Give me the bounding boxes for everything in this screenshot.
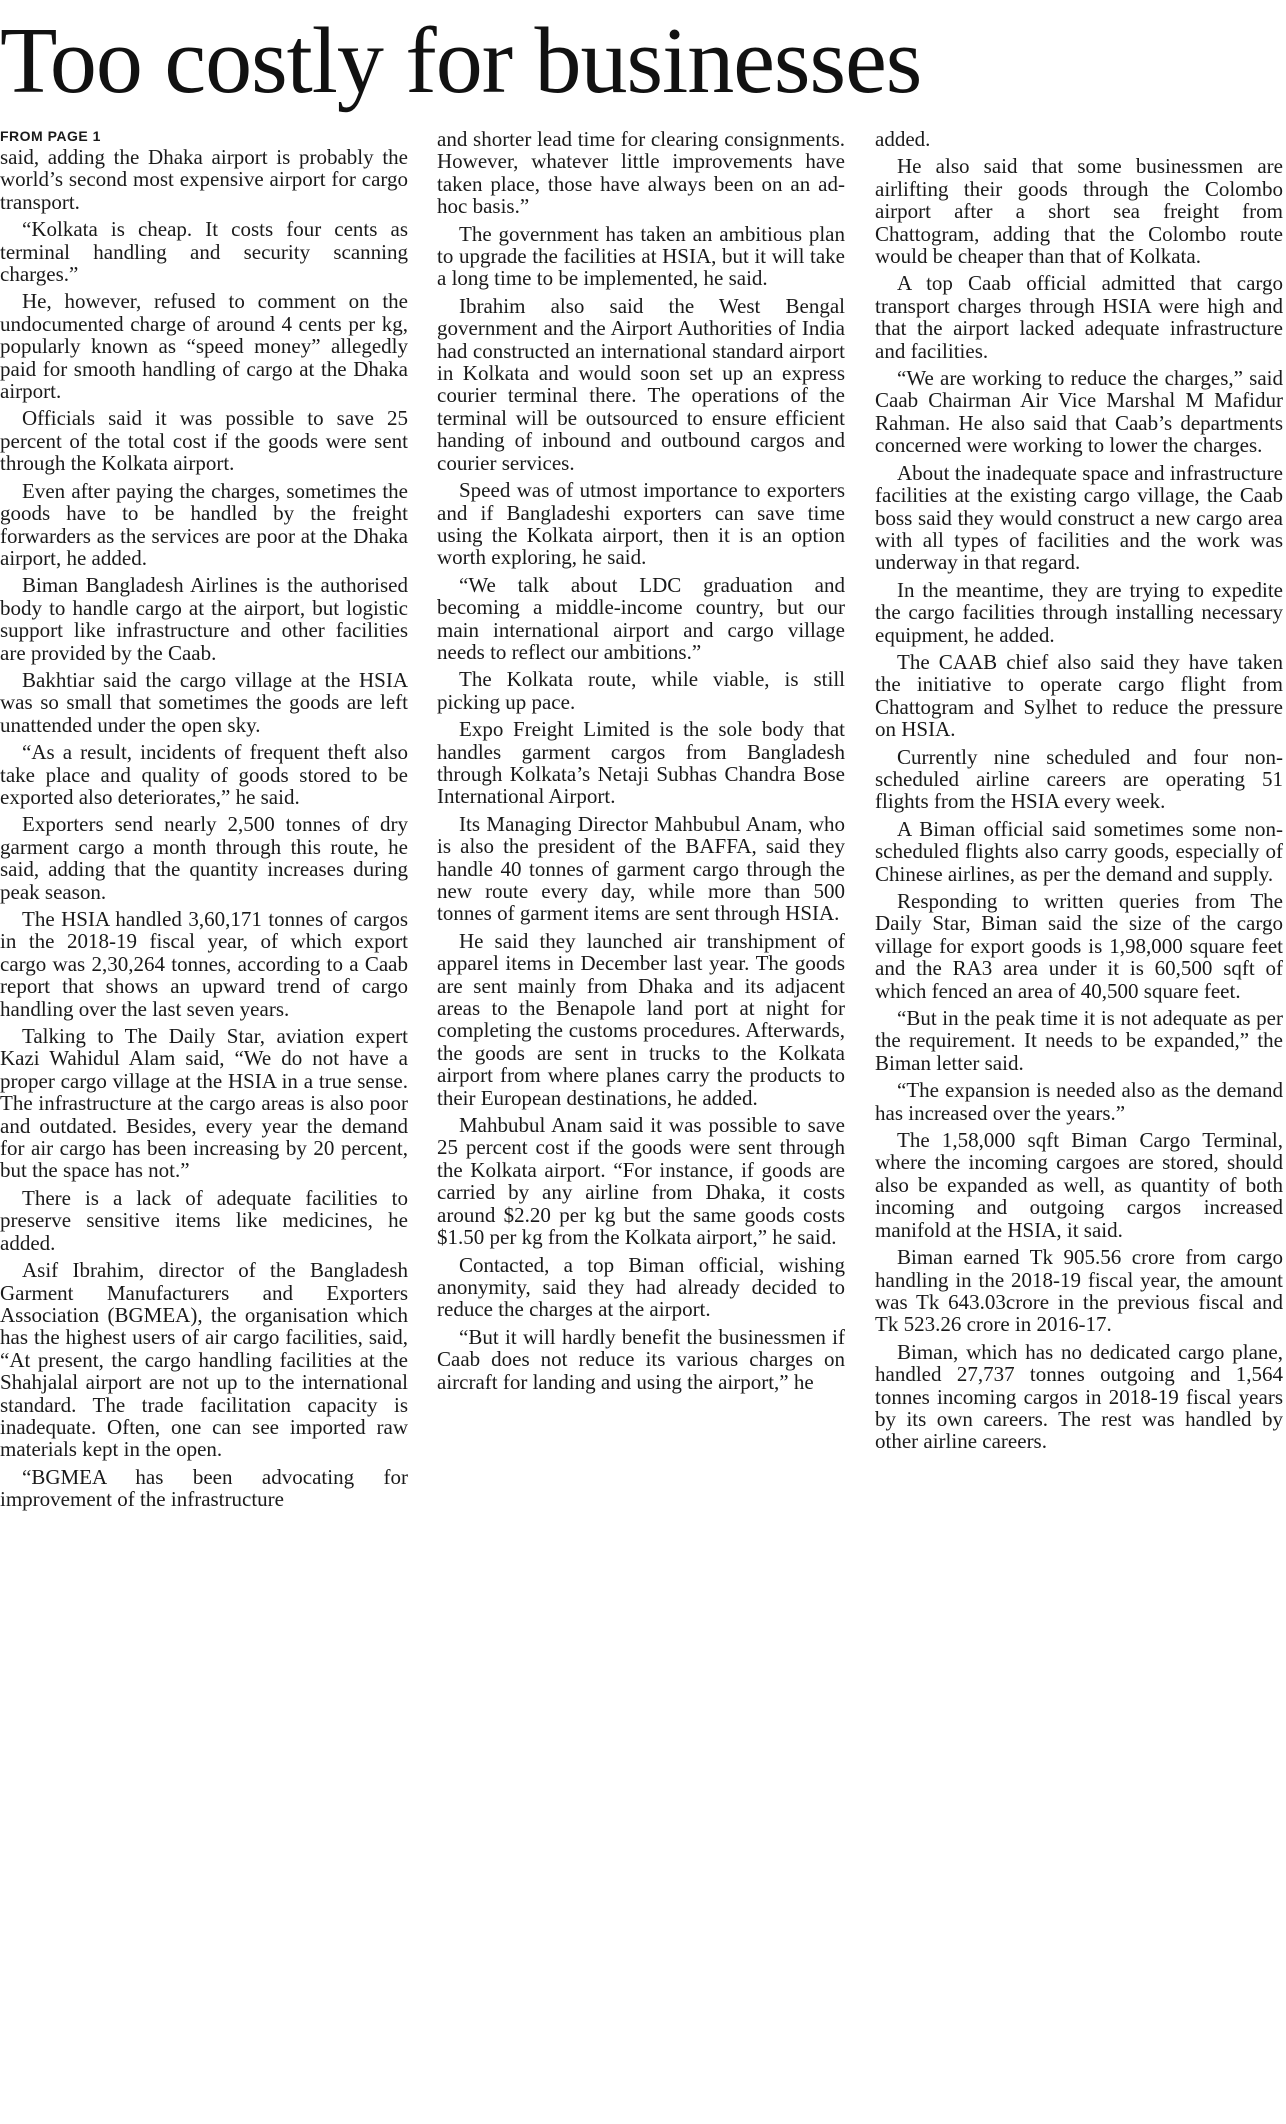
column-3 [875, 128, 1283, 2124]
paragraph: In the meantime, they are trying to expedite the cargo facilities through installing necessary equipment, he added. [875, 577, 1283, 647]
paragraph: Biman earned Tk 905.56 crore from cargo handling in the 2018-19 fiscal year, the amount was Tk 643.03crore in the previous fiscal and Tk 523.26 crore in 2016-17. [875, 1245, 1283, 1337]
paragraph: “But in the peak time it is not adequate as per the requirement. It needs to be expanded,” the Biman letter said. [875, 1006, 1283, 1075]
column-1 [0, 128, 408, 2124]
paragraph: Its Managing Director Mahbubul Anam, who is also the president of the BAFFA, said they handle 40 tonnes of garment cargo through the new route every day, while more than 500 tonnes of garment items are sent through HSIA. [437, 811, 845, 926]
paragraph: Asif Ibrahim, director of the Bangladesh Garment Manufacturers and Exporters Association (BGMEA), the organisation which has the highest users of air cargo facilities, said, “At present, the cargo handling facilities at the Shahjalal airport are not up to the international standard. The trade facilitation capacity is inadequate. Often, one can see imported raw materials kept in the open. [0, 1258, 408, 1462]
paragraph: The 1,58,000 sqft Biman Cargo Terminal, where the incoming cargoes are stored, should also be expanded as well, as quantity of both incoming and outgoing cargos increased manifold at the HSIA, it said. [875, 1128, 1283, 1242]
paragraph: Biman, which has no dedicated cargo plane, handled 27,737 tonnes outgoing and 1,564 tonnes incoming cargos in 2018-19 fiscal years by its own careers. The rest was handled by other airline careers. [875, 1339, 1283, 1454]
paragraph: Currently nine scheduled and four non-scheduled airline careers are operating 51 flights from the HSIA every week. [875, 744, 1283, 814]
paragraph: “Kolkata is cheap. It costs four cents as terminal handling and security scanning charges.” [0, 217, 408, 287]
paragraph: A top Caab official admitted that cargo transport charges through HSIA were high and that the airport lacked adequate infrastructure and facilities. [875, 271, 1283, 363]
paragraph: He said they launched air transhipment of apparel items in December last year. The goods are sent mainly from Dhaka and its adjacent areas to the Benapole land port at night for completing the customs procedures. Afterwards, the goods are sent in trucks to the Kolkata airport from where planes carry the products to their European destinations, he added. [437, 928, 845, 1110]
paragraph: “But it will hardly benefit the businessmen if Caab does not reduce its various charges on aircraft for landing and using the airport,” he [437, 1324, 845, 1394]
paragraph: A Biman official said sometimes some non-scheduled flights also carry goods, especially of Chinese airlines, as per the demand and supply. [875, 816, 1283, 886]
paragraph: Bakhtiar said the cargo village at the HSIA was so small that sometimes the goods are left unattended under the open sky. [0, 667, 408, 737]
paragraph: Expo Freight Limited is the sole body that handles garment cargos from Bangladesh through Kolkata’s Netaji Subhas Chandra Bose International Airport. [437, 717, 845, 809]
paragraph: About the inadequate space and infrastructure facilities at the existing cargo village, the Caab boss said they would construct a new cargo area with all types of facilities and the work was underway in that regard. [875, 460, 1283, 575]
paragraph: The Kolkata route, while viable, is still picking up pace. [437, 667, 845, 714]
article-body [0, 128, 1286, 2124]
headline: Too costly for businesses [0, 9, 922, 113]
paragraph: “As a result, incidents of frequent theft also take place and quality of goods stored to be exported also deteriorates,” he said. [0, 740, 408, 809]
paragraph: Officials said it was possible to save 25 percent of the total cost if the goods were sent through the Kolkata airport. [0, 406, 408, 476]
paragraph: The HSIA handled 3,60,171 tonnes of cargos in the 2018-19 fiscal year, of which export cargo was 2,30,264 tonnes, according to a Caab report that shows an upward trend of cargo handling over the last seven years. [0, 907, 408, 1021]
paragraph: said, adding the Dhaka airport is probably the world’s second most expensive airport for cargo transport. [0, 145, 408, 214]
paragraph: and shorter lead time for clearing consignments. However, whatever little improvements have taken place, those have always been on an ad-hoc basis.” [437, 128, 845, 219]
paragraph: Talking to The Daily Star, aviation expert Kazi Wahidul Alam said, “We do not have a proper cargo village at the HSIA in a true sense. The infrastructure at the cargo areas is also poor and outdated. Besides, every year the demand for air cargo has been increasing by 20 percent, but the space has not.” [0, 1024, 408, 1183]
paragraph: He, however, refused to comment on the undocumented charge of around 4 cents per kg, popularly known as “speed money” allegedly paid for smooth handling of cargo at the Dhaka airport. [0, 289, 408, 404]
paragraph: Ibrahim also said the West Bengal government and the Airport Authorities of India had constructed an international standard airport in Kolkata and would soon set up an express courier terminal there. The operations of the terminal will be outsourced to ensure efficient handing of inbound and outbound cargos and courier services. [437, 293, 845, 475]
paragraph: “We are working to reduce the charges,” said Caab Chairman Air Vice Marshal M Mafidur Rahman. He also said that Caab’s departments concerned were working to lower the charges. [875, 366, 1283, 458]
paragraph: Mahbubul Anam said it was possible to save 25 percent cost if the goods were sent through the Kolkata airport. “For instance, if goods are carried by any airline from Dhaka, it costs around $2.20 per kg but the same goods costs $1.50 per kg from the Kolkata airport,” he said. [437, 1113, 845, 1250]
jump-label: FROM PAGE 1 [0, 128, 101, 144]
paragraph: Contacted, a top Biman official, wishing anonymity, said they had already decided to reduce the charges at the airport. [437, 1252, 845, 1322]
column-2 [437, 128, 845, 2124]
paragraph: “The expansion is needed also as the demand has increased over the years.” [875, 1078, 1283, 1125]
paragraph: Biman Bangladesh Airlines is the authorised body to handle cargo at the airport, but logistic support like infrastructure and other facilities are provided by the Caab. [0, 573, 408, 665]
paragraph: “We talk about LDC graduation and becoming a middle-income country, but our main international airport and cargo village needs to reflect our ambitions.” [437, 572, 845, 664]
paragraph: There is a lack of adequate facilities to preserve sensitive items like medicines, he added. [0, 1185, 408, 1255]
paragraph: Responding to written queries from The Daily Star, Biman said the size of the cargo village for export goods is 1,98,000 square feet and the RA3 area under it is 60,500 sqft of which fenced an area of 40,500 square feet. [875, 889, 1283, 1003]
paragraph: Exporters send nearly 2,500 tonnes of dry garment cargo a month through this route, he said, adding that the quantity increases during peak season. [0, 812, 408, 904]
paragraph: The government has taken an ambitious plan to upgrade the facilities at HSIA, but it will take a long time to be implemented, he said. [437, 221, 845, 291]
paragraph: Speed was of utmost importance to exporters and if Bangladeshi exporters can save time using the Kolkata airport, then it is an option worth exploring, he said. [437, 478, 845, 570]
paragraph: The CAAB chief also said they have taken the initiative to operate cargo flight from Chattogram and Sylhet to reduce the pressure on HSIA. [875, 649, 1283, 742]
paragraph: added. [875, 128, 931, 151]
paragraph: He also said that some businessmen are airlifting their goods through the Colombo airport after a short sea freight from Chattogram, adding that the Colombo route would be cheaper than that of Kolkata. [875, 154, 1283, 269]
paragraph: Even after paying the charges, sometimes the goods have to be handled by the freight forwarders as the services are poor at the Dhaka airport, he added. [0, 478, 408, 570]
paragraph: “BGMEA has been advocating for improvement of the infrastructure [0, 1464, 408, 1512]
